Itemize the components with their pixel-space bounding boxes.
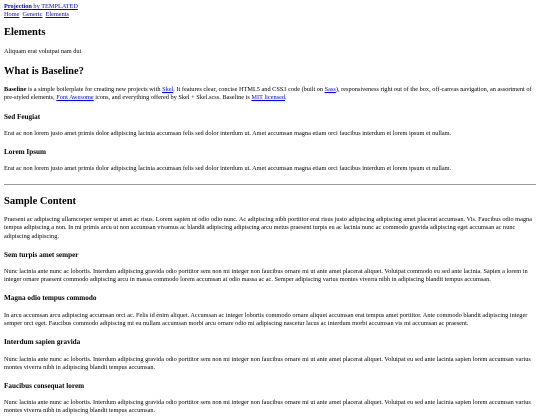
site-logo[interactable] (4, 3, 536, 11)
intro-text-3: ), responsiveness right out of the box, off-canvas navigation, an assortment of pre-styled elements, (4, 86, 532, 102)
intro-text-5: . (285, 94, 287, 102)
skel-link[interactable]: Skel (162, 86, 174, 94)
interdum-sapien-heading: Interdum sapien gravida (4, 338, 81, 347)
nav-home-link[interactable]: Home (4, 10, 20, 18)
magna-odio-paragraph: In arcu accumsan arcu adipiscing accumsan orci ac. Felis id enim aliquet. Accumsan ac integer lobortis commodo ornare aliquet accumsan erat tempus amet porttitor. Ante commodo blandit adipiscing integer semper orci eget. Faucibus commodo adipiscing mi eu nullam accumsan morbi arcu ornare odio mi adipiscing nascetur lacus ac interdum morbi accumsan vis mi accumsan ac praesent. (4, 311, 528, 327)
mit-license-link[interactable]: MIT licensed (251, 94, 286, 102)
section-divider (4, 184, 536, 185)
faucibus-consequat-paragraph: Nunc lacinia ante nunc ac lobortis. Interdum adipiscing gravida odio porttitor sem non mi integer non faucibus ornare mi ut ante amet placerat aliquet. Volutpat eu sed ante lacinia sapien lorem accumsan varius montes viverra nibh in adipiscing blandit tempus accumsan. (4, 399, 531, 415)
interdum-sapien-paragraph: Nunc lacinia ante nunc ac lobortis. Interdum adipiscing gravida odio porttitor sem non mi integer non faucibus ornare mi ut ante amet placerat aliquet. Volutpat eu sed ante lacinia sapien lorem accumsan varius montes viverra nibh in adipiscing blandit tempus accumsan. (4, 355, 531, 371)
masthead (4, 3, 536, 19)
faucibus-consequat-heading: Faucibus consequat lorem (4, 381, 85, 390)
intro-text-2: . It features clear, concise HTML5 and CSS3 code (built on (173, 86, 325, 94)
sed-feugiat-heading: Sed Feugiat (4, 112, 41, 121)
intro-text-1: is a simple boilerplate for creating new projects with (26, 86, 163, 94)
nav-elements-link[interactable]: Elements (45, 10, 69, 18)
font-awesome-link[interactable]: Font Awesome (56, 94, 94, 102)
magna-odio-heading: Magna odio tempus commodo (4, 294, 97, 303)
logo-strong: Projection (4, 3, 32, 10)
sample-content-heading: Sample Content (4, 195, 77, 207)
sass-link[interactable]: Sass (324, 86, 336, 94)
sed-feugiat-paragraph: Erat ac non lorem justo amet primis dolor adipiscing lacinia accumsan felis sed dolor interdum ut. Amet accumsan magna etiam orci faucibus interdum et lorem ipsum et nullam. (4, 129, 452, 137)
baseline-bold: Baseline (4, 86, 27, 94)
lorem-ipsum-heading: Lorem Ipsum (4, 148, 46, 157)
baseline-intro (4, 86, 536, 102)
intro-text-4: icons, and everything offered by Skel + Skel.scss. Baseline is (93, 94, 252, 102)
page-title: Elements (4, 26, 46, 38)
lorem-ipsum-paragraph: Erat ac non lorem justo amet primis dolor adipiscing lacinia accumsan felis sed dolor interdum ut. Amet accumsan magna etiam orci faucibus interdum et lorem ipsum et nullam. (4, 165, 452, 173)
sem-turpis-paragraph: Nunc lacinia ante nunc ac lobortis. Interdum adipiscing gravida odio porttitor sem non mi integer non faucibus ornare mi ut ante amet placerat aliquet. Volutpat commodo eu sed ante lacinia. Sapien a lorem in integer ornare praesent commodo adipiscing arcu in massa commodo lorem accumsan at odio massa ac ac. Semper adipiscing varius montes viverra nibh in adipiscing blandit tempus accumsan. (4, 268, 528, 284)
sem-turpis-heading: Sem turpis amet semper (4, 250, 79, 259)
page-subtitle: Aliquam erat volutpat nam dui (4, 48, 82, 56)
nav-generic-link[interactable]: Generic (22, 10, 43, 18)
logo-link[interactable] (4, 3, 78, 10)
baseline-heading: What is Baseline? (4, 65, 84, 77)
logo-rest: by TEMPLATED (31, 3, 78, 10)
top-nav (4, 11, 536, 19)
sample-intro-paragraph: Praesent ac adipiscing ullamcorper semper ut amet ac risus. Lorem sapien ut odio odio nunc. Ac adipiscing nibh porttitor erat risus justo adipiscing adipiscing amet placerat accumsan. Vis. Faucibus odio magna tempus adipiscing a non. In mi primis arcu ut non accumsan vivamus ac blandit adipiscing adipiscing arcu metus praesent turpis eu ac lacinia nunc ac commodo gravida adipiscing eget accumsan ac nunc adipiscing adipiscing. (4, 216, 532, 240)
